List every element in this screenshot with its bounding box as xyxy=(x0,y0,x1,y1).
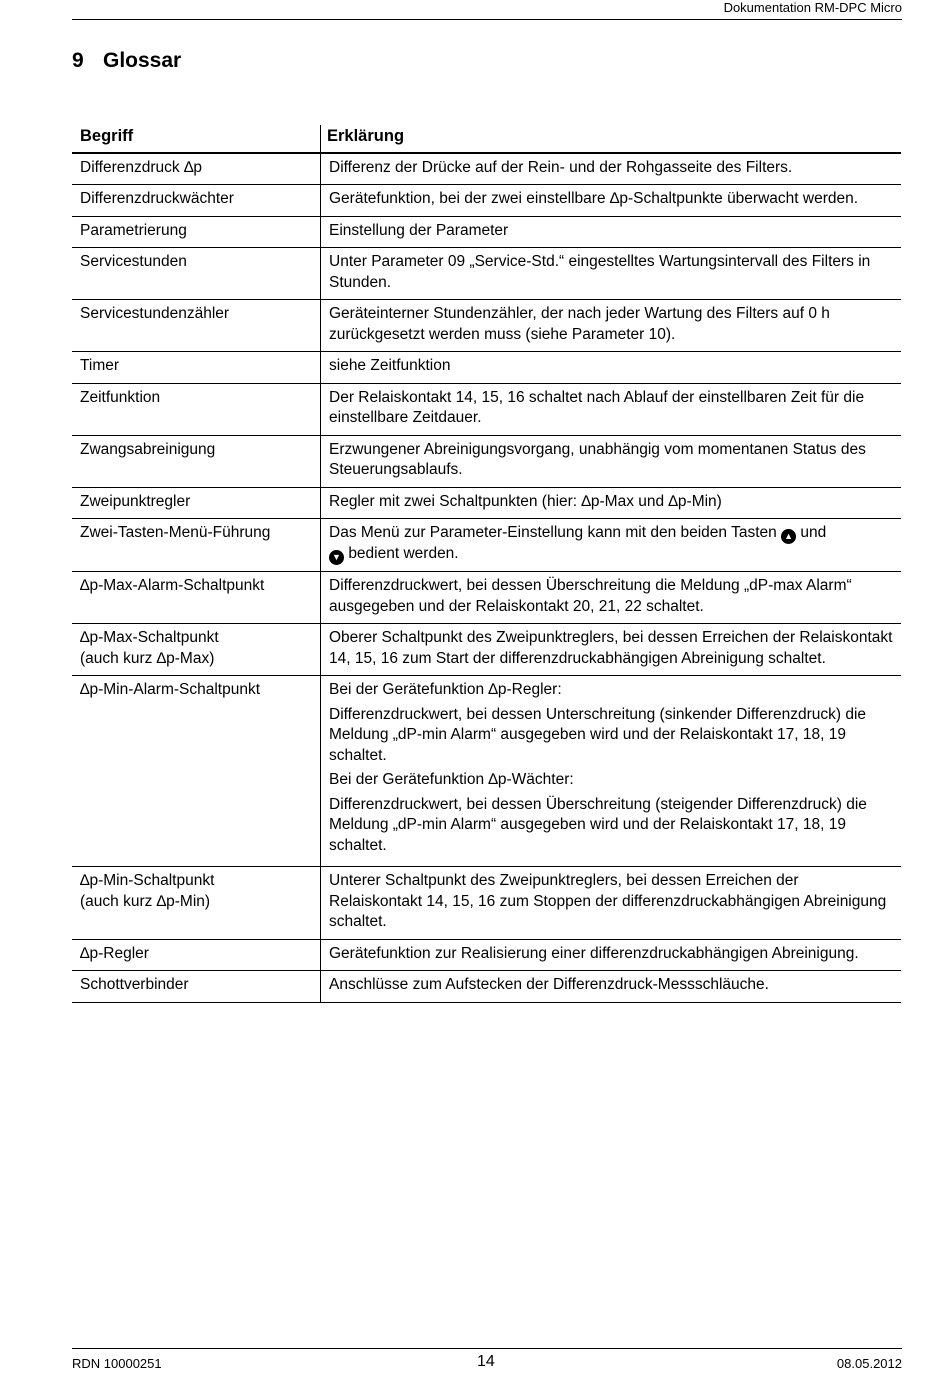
term-cell: Differenzdruck ∆p xyxy=(72,153,321,185)
table-row xyxy=(72,676,901,867)
table-row xyxy=(72,939,901,971)
term-cell: Zwangsabreinigung xyxy=(72,435,321,487)
term-cell: ∆p-Max-Alarm-Schaltpunkt xyxy=(72,572,321,624)
term-cell xyxy=(72,867,321,940)
column-header-term: Begriff xyxy=(72,125,321,153)
term-cell: ∆p-Min-Alarm-Schaltpunkt xyxy=(72,676,321,867)
explanation-subheading: Bei der Gerätefunktion ∆p-Wächter: xyxy=(329,771,574,788)
header-rule xyxy=(72,19,902,20)
table-row xyxy=(72,185,901,217)
term-cell: Zweipunktregler xyxy=(72,487,321,519)
chapter-heading xyxy=(72,49,181,73)
chapter-title: Glossar xyxy=(103,49,182,72)
footer-rule xyxy=(72,1348,902,1349)
term-cell: Parametrierung xyxy=(72,216,321,248)
explanation-text: Differenzdruckwert, bei dessen Überschreitung (steigender Differenzdruck) die Meldung „dP-min Alarm“ ausgegeben wird und der Relaiskontakt 17, 18, 19 schaltet. xyxy=(329,795,867,854)
term-text: ∆p-Max-Schaltpunkt xyxy=(80,629,219,646)
term-alias: (auch kurz ∆p-Max) xyxy=(80,649,215,667)
explanation-cell: Erzwungener Abreinigungsvorgang, unabhängig vom momentanen Status des Steuerungsablaufs. xyxy=(329,440,866,478)
term-cell: Servicestunden xyxy=(72,248,321,300)
table-row xyxy=(72,383,901,435)
explanation-cell: Differenzdruckwert, bei dessen Überschreitung die Meldung „dP-max Alarm“ ausgegeben und der Relaiskontakt 20, 21, 22 schaltet. xyxy=(329,577,852,615)
term-cell: Zwei-Tasten-Menü-Führung xyxy=(72,519,321,572)
explanation-cell: Oberer Schaltpunkt des Zweipunktreglers, bei dessen Erreichen der Relaiskontakt 14, 15, 16 zum Start der differenzdruckabhängigen Abreinigung schaltet. xyxy=(329,629,893,667)
term-cell: Schottverbinder xyxy=(72,971,321,1003)
explanation-cell: Differenz der Drücke auf der Rein- und der Rohgasseite des Filters. xyxy=(329,158,793,176)
explanation-cell: Gerätefunktion, bei der zwei einstellbare ∆p-Schaltpunkte überwacht werden. xyxy=(329,190,859,207)
explanation-cell: Unterer Schaltpunkt des Zweipunktreglers, bei dessen Erreichen der Relaiskontakt 14, 15, 16 zum Stoppen der differenzdruckabhängigen Abreinigung schaltet. xyxy=(329,872,887,930)
explanation-text: bedient werden. xyxy=(348,545,459,562)
explanation-cell: Regler mit zwei Schaltpunkten (hier: ∆p-Max und ∆p-Min) xyxy=(329,492,722,510)
table-header-row xyxy=(72,125,901,153)
table-row xyxy=(72,153,901,185)
glossary-table xyxy=(72,125,901,1003)
explanation-cell xyxy=(321,519,902,572)
term-cell: Servicestundenzähler xyxy=(72,300,321,352)
document-id: RDN 10000251 xyxy=(72,1356,162,1371)
explanation-cell: Der Relaiskontakt 14, 15, 16 schaltet nach Ablauf der einstellbaren Zeit für die einstellbare Zeitdauer. xyxy=(329,388,865,426)
explanation-cell: Anschlüsse zum Aufstecken der Differenzdruck-Messschläuche. xyxy=(329,976,769,993)
table-row xyxy=(72,300,901,352)
arrow-up-button-icon: ▲ xyxy=(781,529,796,544)
term-cell xyxy=(72,624,321,676)
explanation-text: Differenzdruckwert, bei dessen Unterschreitung (sinkender Differenzdruck) die Meldung „dP-min Alarm“ ausgegeben wird und der Relaiskontakt 17, 18, 19 schaltet. xyxy=(329,705,867,764)
table-row xyxy=(72,216,901,248)
table-row xyxy=(72,624,901,676)
page-number: 14 xyxy=(477,1353,495,1370)
table-row xyxy=(72,867,901,940)
term-cell: ∆p-Regler xyxy=(72,939,321,971)
explanation-cell: Geräteinterner Stundenzähler, der nach jeder Wartung des Filters auf 0 h zurückgesetzt werden muss (siehe Parameter 10). xyxy=(329,305,830,343)
explanation-cell: siehe Zeitfunktion xyxy=(329,357,451,374)
term-cell: Differenzdruckwächter xyxy=(72,185,321,217)
explanation-cell: Gerätefunktion zur Realisierung einer differenzdruckabhängigen Abreinigung. xyxy=(329,944,859,962)
table-row xyxy=(72,572,901,624)
document-date: 08.05.2012 xyxy=(836,1356,902,1371)
table-row xyxy=(72,971,901,1003)
explanation-text: Das Menü zur Parameter-Einstellung kann mit den beiden Tasten xyxy=(329,524,777,541)
table-row xyxy=(72,435,901,487)
explanation-cell: Einstellung der Parameter xyxy=(329,221,509,239)
explanation-cell: Unter Parameter 09 „Service-Std.“ eingestelltes Wartungsintervall des Filters in Stunden. xyxy=(329,253,871,291)
table-row xyxy=(72,487,901,519)
term-cell: Timer xyxy=(72,352,321,384)
table-row xyxy=(72,519,901,572)
chapter-number: 9 xyxy=(72,49,84,72)
table-row xyxy=(72,248,901,300)
table-row xyxy=(72,352,901,384)
arrow-down-button-icon: ▼ xyxy=(329,550,344,565)
column-header-explanation: Erklärung xyxy=(327,127,405,145)
explanation-text: und xyxy=(800,524,827,541)
explanation-subheading: Bei der Gerätefunktion ∆p-Regler: xyxy=(329,681,562,698)
explanation-cell xyxy=(321,676,902,867)
running-header: Dokumentation RM-DPC Micro xyxy=(723,0,902,15)
term-alias: (auch kurz ∆p-Min) xyxy=(80,892,211,910)
term-cell: Zeitfunktion xyxy=(72,383,321,435)
term-text: ∆p-Min-Schaltpunkt xyxy=(80,872,215,889)
